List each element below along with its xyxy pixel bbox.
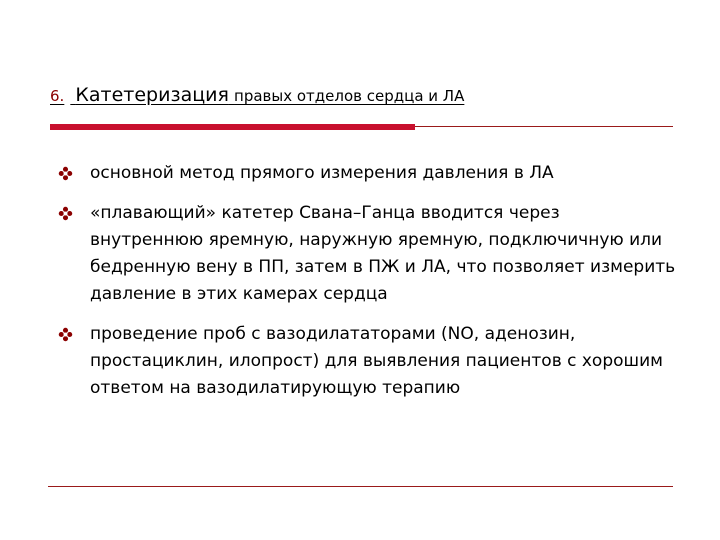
diamond-bullet-icon (58, 327, 73, 342)
bullet-list (56, 160, 676, 415)
list-item (56, 321, 676, 402)
title-accent-bar (50, 124, 415, 130)
title-main: Катетеризация (75, 84, 229, 106)
diamond-bullet-icon (58, 206, 73, 221)
title-divider-line (415, 126, 673, 127)
slide-title (50, 84, 464, 106)
title-subtitle: правых отделов сердца и ЛА (234, 87, 465, 105)
title-number: 6. (50, 87, 65, 105)
list-item (56, 160, 676, 187)
list-item (56, 200, 676, 308)
diamond-bullet-icon (58, 166, 73, 181)
footer-divider-line (48, 486, 673, 487)
bullet-text: основной метод прямого измерения давления в ЛА (90, 163, 554, 183)
bullet-text: проведение проб с вазодилататорами (NO, аденозин, простациклин, илопрост) для выявления пациентов с хорошим ответом на вазодилатирующую терапию (90, 324, 663, 398)
bullet-text: «плавающий» катетер Свана–Ганца вводится через внутреннюю яремную, наружную яремную, подключичную или бедренную вену в ПП, затем в ПЖ и ЛА, что позволяет измерить давление в этих камерах сердца (90, 203, 676, 304)
